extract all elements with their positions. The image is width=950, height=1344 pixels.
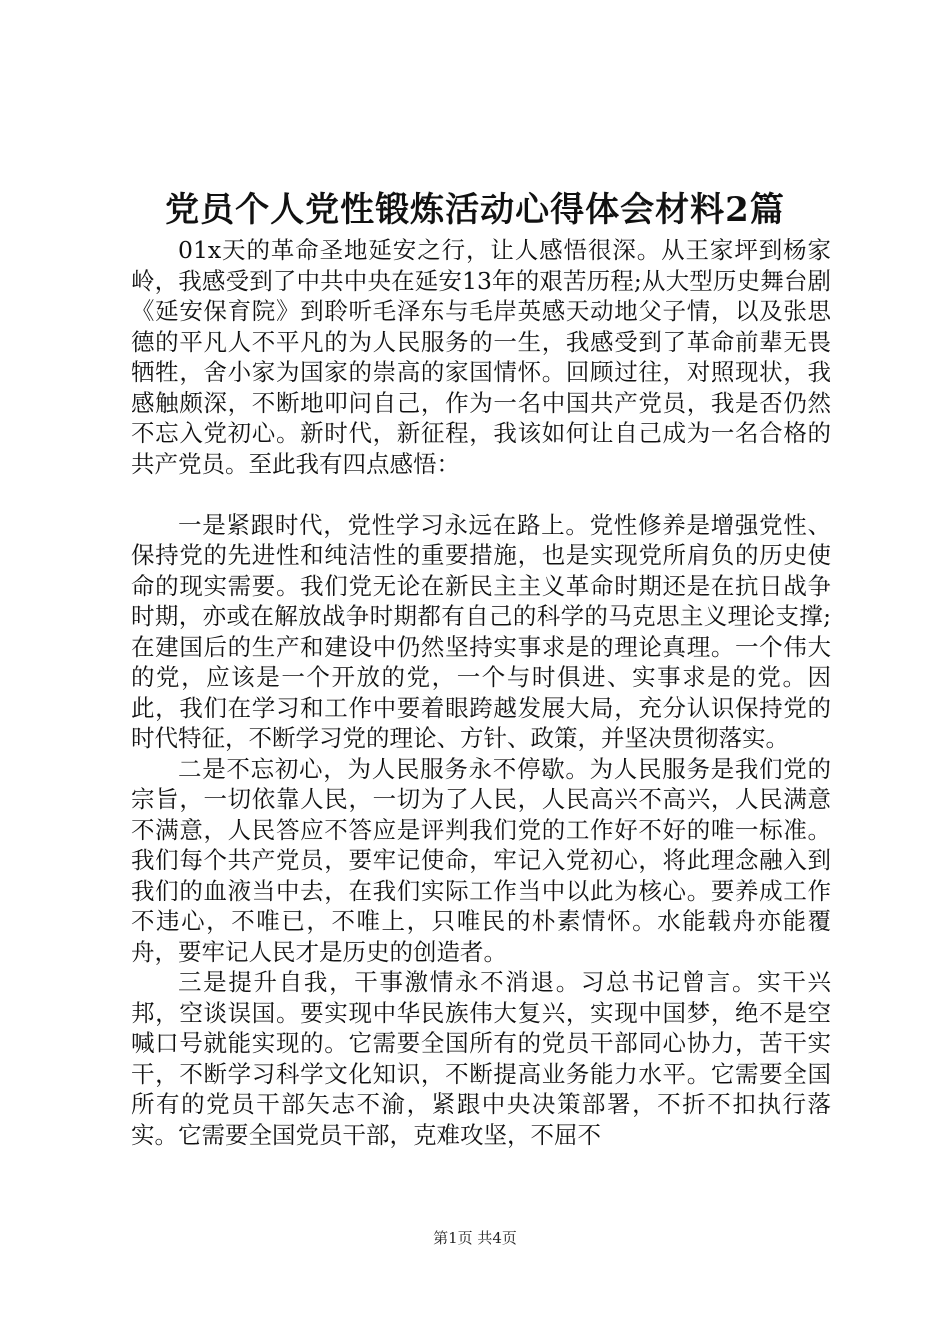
document-title: 党员个人党性锻炼活动心得体会材料2篇 (165, 190, 785, 230)
document-body (131, 235, 831, 1150)
page-footer: 第1页 共4页 (433, 1229, 517, 1247)
paragraph-point-three: 三是提升自我，干事激情永不消退。习总书记曾言。实干兴邦，空谈误国。要实现中华民族伟大复兴，实现中国梦，绝不是空喊口号就能实现的。它需要全国所有的党员干部同心协力，苦干实干，不断学习科学文化知识，不断提高业务能力水平。它需要全国所有的党员干部矢志不渝，紧跟中央决策部署，不折不扣执行落实。它需要全国党员干部，克难攻坚，不屈不 (131, 968, 831, 1149)
paragraph-intro: 01x天的革命圣地延安之行，让人感悟很深。从王家坪到杨家岭，我感受到了中共中央在延安13年的艰苦历程;从大型历史舞台剧《延安保育院》到聆听毛泽东与毛岸英感天动地父子情，以及张思德的平凡人不平凡的为人民服务的一生，我感受到了革命前辈无畏牺牲，舍小家为国家的崇高的家国情怀。回顾过往，对照现状，我感触颇深，不断地叩问自己，作为一名中国共产党员，我是否仍然不忘入党初心。新时代，新征程，我该如何让自己成为一名合格的共产党员。至此我有四点感悟： (131, 236, 831, 478)
paragraph-point-one: 一是紧跟时代，党性学习永远在路上。党性修养是增强党性、保持党的先进性和纯洁性的重要措施，也是实现党所肩负的历史使命的现实需要。我们党无论在新民主主义革命时期还是在抗日战争时期，亦或在解放战争时期都有自己的科学的马克思主义理论支撑;在建国后的生产和建设中仍然坚持实事求是的理论真理。一个伟大的党，应该是一个开放的党，一个与时俱进、实事求是的党。因此，我们在学习和工作中要着眼跨越发展大局，充分认识保持党的时代特征，不断学习党的理论、方针、政策，并坚决贯彻落实。 (131, 510, 831, 752)
paragraph-gap (131, 479, 831, 510)
paragraph-point-two: 二是不忘初心，为人民服务永不停歇。为人民服务是我们党的宗旨，一切依靠人民，一切为了人民，人民高兴不高兴，人民满意不满意，人民答应不答应是评判我们党的工作好不好的唯一标准。我们每个共产党员，要牢记使命，牢记入党初心，将此理念融入到我们的血液当中去，在我们实际工作当中以此为核心。要养成工作不违心，不唯已，不唯上，只唯民的朴素情怀。水能载舟亦能覆舟，要牢记人民才是历史的创造者。 (131, 754, 831, 966)
